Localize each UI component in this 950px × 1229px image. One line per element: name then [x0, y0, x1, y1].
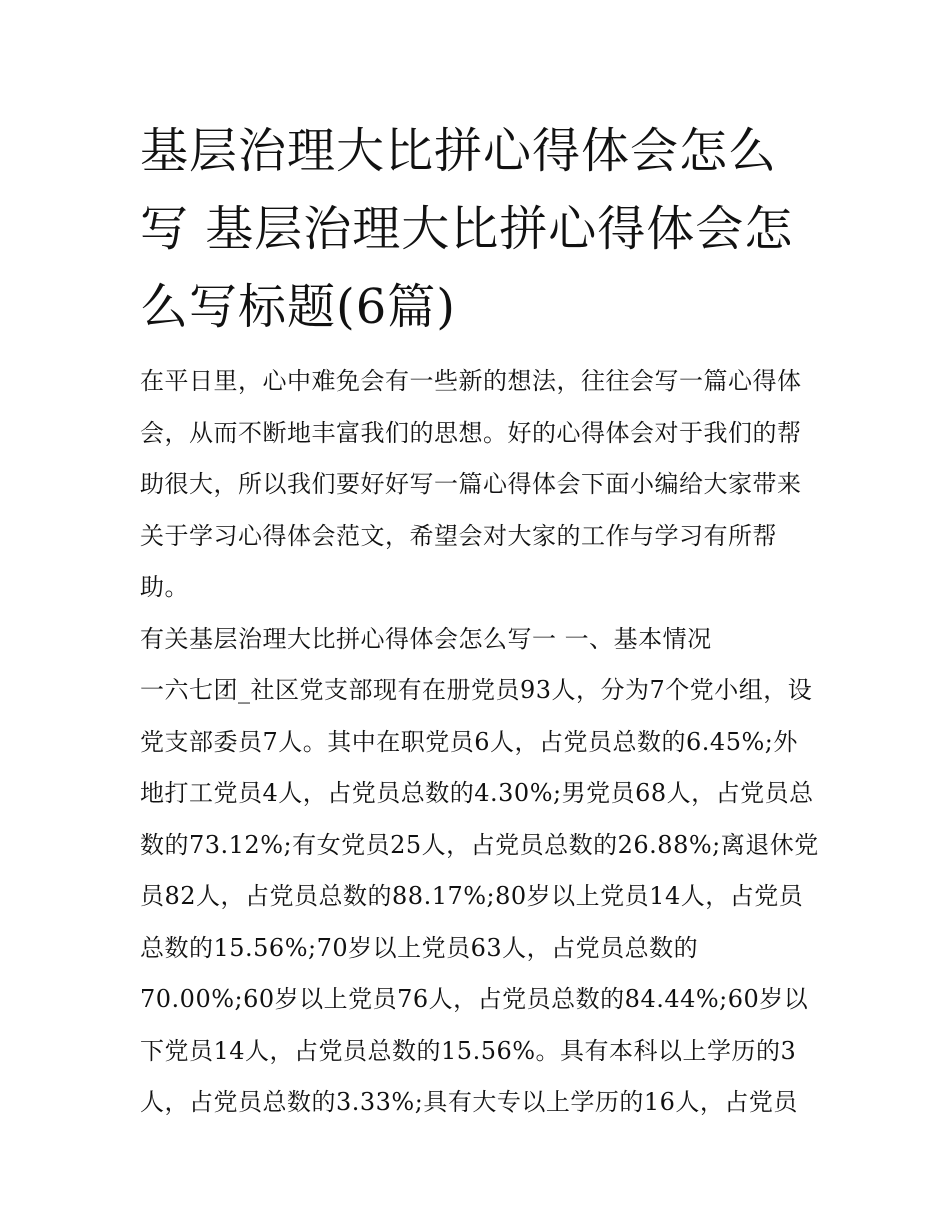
document-page	[140, 112, 820, 1129]
body-paragraph: 一六七团_社区党支部现有在册党员93人，分为7个党小组，设党支部委员7人。其中在职党员6人，占党员总数的6.45%;外地打工党员4人，占党员总数的4.30%;男党员68人，占党员总数的73.12%;有女党员25人，占党员总数的26.88%;离退休党员82人，占党员总数的88.17%;80岁以上党员14人，占党员总数的15.56%;70岁以上党员63人，占党员总数的70.00%;60岁以上党员76人，占党员总数的84.44%;60岁以下党员14人，占党员总数的15.56%。具有本科以上学历的3人，占党员总数的3.33%;具有大专以上学历的16人，占党员	[140, 676, 819, 1116]
intro-paragraph: 在平日里，心中难免会有一些新的想法，往往会写一篇心得体会，从而不断地丰富我们的思想。好的心得体会对于我们的帮助很大，所以我们要好好写一篇心得体会下面小编给大家带来关于学习心得体会范文，希望会对大家的工作与学习有所帮助。	[140, 367, 802, 601]
section-heading: 有关基层治理大比拼心得体会怎么写一 一、基本情况	[140, 624, 712, 653]
document-title: 基层治理大比拼心得体会怎么写 基层治理大比拼心得体会怎么写标题(6篇)	[140, 123, 794, 335]
